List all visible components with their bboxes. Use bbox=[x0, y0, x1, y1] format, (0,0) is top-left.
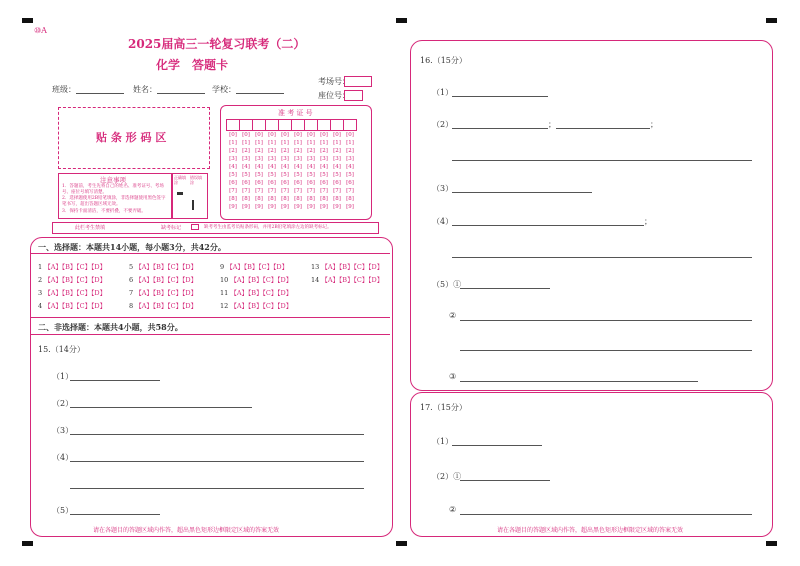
mc-choice-bubbles[interactable]: 【A】【B】【C】【D】 bbox=[230, 289, 293, 297]
section1-title: 一、选择题：本题共14小题，每小题3分，共42分。 bbox=[38, 242, 226, 252]
q17-part-2-1: （2）① bbox=[432, 472, 462, 481]
absent-note: 缺考考生由监考员贴条形码，并用2B铅笔填涂左边的缺考标记。 bbox=[204, 225, 332, 230]
q16-part-4: （4） bbox=[432, 217, 454, 226]
id-digit-bubble[interactable]: [0] bbox=[346, 131, 354, 138]
q17-part-2-2: ② bbox=[449, 505, 457, 514]
id-digit-bubble[interactable]: [4] bbox=[268, 163, 276, 170]
id-digit-bubble[interactable]: [4] bbox=[320, 163, 328, 170]
id-digit-bubble[interactable]: [6] bbox=[268, 179, 276, 186]
id-digit-bubble[interactable]: [9] bbox=[255, 203, 263, 210]
id-digit-bubble[interactable]: [8] bbox=[320, 195, 328, 202]
id-digit-bubble[interactable]: [5] bbox=[294, 171, 302, 178]
id-digit-bubble[interactable]: [9] bbox=[346, 203, 354, 210]
wrong-sample-icon bbox=[192, 200, 199, 210]
id-digit-bubble[interactable]: [6] bbox=[307, 179, 315, 186]
q16-answer-line-2b[interactable] bbox=[556, 128, 650, 129]
mc-question-8[interactable] bbox=[129, 301, 197, 310]
id-digit-row bbox=[227, 187, 357, 195]
id-digit-bubble[interactable]: [7] bbox=[346, 187, 354, 194]
id-digit-bubble[interactable]: [6] bbox=[320, 179, 328, 186]
mc-question-12[interactable] bbox=[220, 301, 292, 310]
admission-number-grid[interactable] bbox=[226, 119, 357, 211]
id-digit-bubble[interactable]: [3] bbox=[346, 155, 354, 162]
mc-question-number: 12 bbox=[220, 302, 231, 310]
id-digit-bubble[interactable]: [6] bbox=[229, 179, 237, 186]
id-digit-bubble[interactable]: [7] bbox=[229, 187, 237, 194]
q16-part-5-3: ③ bbox=[449, 372, 457, 381]
id-digit-bubble[interactable]: [2] bbox=[242, 147, 250, 154]
id-digit-bubble[interactable]: [3] bbox=[242, 155, 250, 162]
mc-choice-bubbles[interactable]: 【A】【B】【C】【D】 bbox=[135, 302, 198, 310]
mc-question-number: 4 bbox=[38, 302, 45, 310]
registration-mark bbox=[396, 18, 407, 23]
mc-question-number: 6 bbox=[129, 276, 136, 284]
id-entry-cell[interactable] bbox=[253, 120, 266, 131]
barcode-label: 贴 条 形 码 区 bbox=[96, 131, 167, 144]
section-divider bbox=[31, 317, 390, 318]
mc-question-9[interactable] bbox=[220, 262, 288, 271]
class-label: 班级： bbox=[52, 85, 76, 94]
id-digit-bubble[interactable]: [3] bbox=[320, 155, 328, 162]
registration-mark bbox=[766, 18, 777, 23]
id-digit-row bbox=[227, 195, 357, 203]
id-digit-bubble[interactable]: [5] bbox=[281, 171, 289, 178]
mc-choice-bubbles[interactable]: 【A】【B】【C】【D】 bbox=[135, 289, 198, 297]
mc-choice-bubbles[interactable]: 【A】【B】【C】【D】 bbox=[321, 276, 384, 284]
id-digit-row bbox=[227, 139, 357, 147]
seat-label: 座位号： bbox=[318, 91, 350, 100]
q15-label: 15.（14分） bbox=[38, 345, 85, 354]
id-digit-bubble[interactable]: [0] bbox=[268, 131, 276, 138]
page-title: 2025届高三一轮复习联考（二） bbox=[128, 37, 306, 51]
mc-question-7[interactable] bbox=[129, 288, 197, 297]
q17-label: 17.（15分） bbox=[420, 403, 467, 412]
q16-answer-line-5-2b[interactable] bbox=[460, 350, 752, 351]
id-digit-bubble[interactable]: [6] bbox=[346, 179, 354, 186]
notice-item-2: 2．选择题使用2B铅笔填涂，非选择题使用黑色签字笔书写，超出答题区域无效。 bbox=[62, 196, 166, 207]
mc-choice-bubbles[interactable]: 【A】【B】【C】【D】 bbox=[44, 289, 107, 297]
id-digit-bubble[interactable]: [7] bbox=[333, 187, 341, 194]
q16-answer-line-4b[interactable] bbox=[452, 257, 752, 258]
mc-question-number: 9 bbox=[220, 263, 227, 271]
mc-question-13[interactable] bbox=[311, 262, 383, 271]
mc-question-number: 1 bbox=[38, 263, 45, 271]
mc-question-14[interactable] bbox=[311, 275, 383, 284]
id-digit-bubble[interactable]: [3] bbox=[229, 155, 237, 162]
id-digit-bubble[interactable]: [5] bbox=[242, 171, 250, 178]
q16-answer-line-4a[interactable] bbox=[452, 225, 644, 226]
id-entry-cell[interactable] bbox=[266, 120, 279, 131]
right-top-frame bbox=[410, 40, 773, 391]
id-digit-bubble[interactable]: [0] bbox=[281, 131, 289, 138]
id-digit-bubble[interactable]: [0] bbox=[307, 131, 315, 138]
mc-choice-bubbles[interactable]: 【A】【B】【C】【D】 bbox=[230, 276, 293, 284]
exam-room-boxes[interactable] bbox=[344, 76, 372, 87]
id-digit-bubble[interactable]: [0] bbox=[294, 131, 302, 138]
mc-question-11[interactable] bbox=[220, 288, 292, 297]
registration-mark bbox=[22, 541, 33, 546]
q15-answer-line-1[interactable] bbox=[70, 380, 160, 381]
corner-code: ⑩A bbox=[34, 26, 47, 35]
id-digit-bubble[interactable]: [4] bbox=[255, 163, 263, 170]
page-subtitle: 化学 答题卡 bbox=[156, 58, 229, 72]
id-digit-bubble[interactable]: [1] bbox=[333, 139, 341, 146]
id-digit-bubble[interactable]: [6] bbox=[294, 179, 302, 186]
id-digit-bubble[interactable]: [9] bbox=[307, 203, 315, 210]
id-digit-bubble[interactable]: [3] bbox=[307, 155, 315, 162]
id-digit-bubble[interactable]: [4] bbox=[229, 163, 237, 170]
id-digit-bubble[interactable]: [8] bbox=[333, 195, 341, 202]
id-digit-bubble[interactable]: [9] bbox=[268, 203, 276, 210]
q15-answer-line-4a[interactable] bbox=[70, 461, 364, 462]
notice-item-3: 3．保持卡面清洁，不要折叠，不要弄破。 bbox=[62, 209, 146, 214]
mc-question-10[interactable] bbox=[220, 275, 292, 284]
id-digit-bubble[interactable]: [0] bbox=[242, 131, 250, 138]
school-label: 学校： bbox=[212, 85, 236, 94]
id-digit-bubble[interactable]: [1] bbox=[307, 139, 315, 146]
q16-part-2: （2） bbox=[432, 120, 454, 129]
id-digit-bubble[interactable]: [7] bbox=[294, 187, 302, 194]
id-digit-bubble[interactable]: [5] bbox=[346, 171, 354, 178]
q15-answer-line-5[interactable] bbox=[70, 514, 160, 515]
mc-question-4[interactable] bbox=[38, 301, 106, 310]
id-digit-bubble[interactable]: [2] bbox=[307, 147, 315, 154]
id-digit-bubble[interactable]: [1] bbox=[255, 139, 263, 146]
id-digit-bubble[interactable]: [4] bbox=[242, 163, 250, 170]
q16-semicolon-b: ； bbox=[650, 120, 658, 129]
id-digit-bubble[interactable]: [8] bbox=[268, 195, 276, 202]
mc-question-number: 2 bbox=[38, 276, 45, 284]
id-digit-row bbox=[227, 203, 357, 211]
q16-answer-line-1[interactable] bbox=[452, 96, 548, 97]
q15-answer-line-2[interactable] bbox=[70, 407, 252, 408]
missing-label: 缺考标记 bbox=[161, 225, 182, 231]
id-digit-bubble[interactable]: [8] bbox=[255, 195, 263, 202]
admission-number-title: 准 考 证 号 bbox=[278, 109, 313, 117]
id-digit-bubble[interactable]: [9] bbox=[294, 203, 302, 210]
q16-semicolon-c: ； bbox=[644, 217, 652, 226]
mc-question-2[interactable] bbox=[38, 275, 106, 284]
registration-mark bbox=[396, 541, 407, 546]
q17-answer-line-1[interactable] bbox=[452, 445, 542, 446]
id-digit-bubble[interactable]: [7] bbox=[242, 187, 250, 194]
q16-answer-line-2c[interactable] bbox=[452, 160, 752, 161]
id-digit-bubble[interactable]: [9] bbox=[242, 203, 250, 210]
id-digit-bubble[interactable]: [3] bbox=[281, 155, 289, 162]
id-digit-bubble[interactable]: [5] bbox=[307, 171, 315, 178]
q15-part-2: （2） bbox=[52, 399, 74, 408]
right-footer: 请在各题目的答题区域内作答，超出黑色矩形边框限定区域的答案无效 bbox=[497, 527, 684, 534]
filled-sample-icon bbox=[177, 192, 183, 195]
mc-question-number: 8 bbox=[129, 302, 136, 310]
section-divider bbox=[31, 334, 390, 335]
mc-question-6[interactable] bbox=[129, 275, 197, 284]
mc-question-5[interactable] bbox=[129, 262, 197, 271]
id-digit-bubble[interactable]: [1] bbox=[320, 139, 328, 146]
exam-room-label: 考场号： bbox=[318, 77, 350, 86]
id-digit-row bbox=[227, 131, 357, 140]
id-digit-bubble[interactable]: [8] bbox=[346, 195, 354, 202]
mc-question-1[interactable] bbox=[38, 262, 106, 271]
q15-part-1: （1） bbox=[52, 372, 74, 381]
name-field[interactable] bbox=[157, 93, 205, 94]
id-digit-bubble[interactable]: [0] bbox=[229, 131, 237, 138]
id-digit-bubble[interactable]: [1] bbox=[268, 139, 276, 146]
absent-label: 此栏考生禁填 bbox=[75, 225, 106, 231]
id-digit-bubble[interactable]: [6] bbox=[281, 179, 289, 186]
id-entry-cell[interactable] bbox=[227, 120, 240, 131]
id-digit-bubble[interactable]: [1] bbox=[281, 139, 289, 146]
id-digit-bubble[interactable]: [7] bbox=[307, 187, 315, 194]
mc-choice-bubbles[interactable]: 【A】【B】【C】【D】 bbox=[44, 263, 107, 271]
registration-mark bbox=[766, 541, 777, 546]
name-label: 姓名： bbox=[133, 85, 157, 94]
mc-choice-bubbles[interactable]: 【A】【B】【C】【D】 bbox=[226, 263, 289, 271]
id-digit-bubble[interactable]: [7] bbox=[281, 187, 289, 194]
id-digit-bubble[interactable]: [7] bbox=[255, 187, 263, 194]
id-digit-bubble[interactable]: [7] bbox=[268, 187, 276, 194]
id-digit-bubble[interactable]: [9] bbox=[333, 203, 341, 210]
id-digit-bubble[interactable]: [9] bbox=[320, 203, 328, 210]
q16-answer-line-5-1[interactable] bbox=[460, 288, 550, 289]
q17-answer-line-2-2[interactable] bbox=[460, 514, 752, 515]
id-digit-bubble[interactable]: [2] bbox=[268, 147, 276, 154]
id-entry-row bbox=[227, 120, 357, 131]
q16-semicolon-a: ； bbox=[548, 120, 556, 129]
id-digit-bubble[interactable]: [9] bbox=[229, 203, 237, 210]
fill-sample-correct: 正确填涂 bbox=[174, 175, 186, 185]
id-digit-bubble[interactable]: [5] bbox=[255, 171, 263, 178]
id-entry-cell[interactable] bbox=[331, 120, 344, 131]
id-digit-bubble[interactable]: [3] bbox=[333, 155, 341, 162]
missing-checkbox[interactable] bbox=[191, 224, 199, 230]
q15-part-5: （5） bbox=[52, 506, 74, 515]
id-digit-bubble[interactable]: [6] bbox=[242, 179, 250, 186]
id-digit-bubble[interactable]: [2] bbox=[333, 147, 341, 154]
id-digit-bubble[interactable]: [6] bbox=[255, 179, 263, 186]
id-digit-bubble[interactable]: [5] bbox=[333, 171, 341, 178]
id-digit-bubble[interactable]: [6] bbox=[333, 179, 341, 186]
mc-question-number: 7 bbox=[129, 289, 136, 297]
q16-answer-line-5-2a[interactable] bbox=[460, 320, 752, 321]
seat-boxes[interactable] bbox=[344, 90, 363, 101]
id-digit-bubble[interactable]: [0] bbox=[320, 131, 328, 138]
id-digit-bubble[interactable]: [2] bbox=[320, 147, 328, 154]
id-digit-row bbox=[227, 155, 357, 163]
id-digit-bubble[interactable]: [4] bbox=[281, 163, 289, 170]
class-field[interactable] bbox=[76, 93, 124, 94]
notice-item-1: 1．答题前，考生先将自己的姓名、准考证号、考场号、座位号填写清楚。 bbox=[62, 184, 164, 195]
id-digit-row bbox=[227, 147, 357, 155]
id-digit-bubble[interactable]: [4] bbox=[307, 163, 315, 170]
mc-question-number: 11 bbox=[220, 289, 231, 297]
id-digit-bubble[interactable]: [1] bbox=[229, 139, 237, 146]
q15-part-4: （4） bbox=[52, 453, 74, 462]
id-digit-bubble[interactable]: [4] bbox=[346, 163, 354, 170]
mc-question-number: 3 bbox=[38, 289, 45, 297]
q17-part-1: （1） bbox=[432, 437, 454, 446]
id-entry-cell[interactable] bbox=[318, 120, 331, 131]
q16-answer-line-5-3[interactable] bbox=[460, 381, 698, 382]
q15-answer-line-3[interactable] bbox=[70, 434, 364, 435]
notice-title: 注意事项 bbox=[100, 176, 126, 184]
id-digit-bubble[interactable]: [4] bbox=[333, 163, 341, 170]
id-digit-bubble[interactable]: [7] bbox=[320, 187, 328, 194]
id-digit-bubble[interactable]: [5] bbox=[320, 171, 328, 178]
id-digit-bubble[interactable]: [8] bbox=[229, 195, 237, 202]
id-digit-bubble[interactable]: [1] bbox=[346, 139, 354, 146]
mc-choice-bubbles[interactable]: 【A】【B】【C】【D】 bbox=[135, 276, 198, 284]
id-digit-bubble[interactable]: [1] bbox=[242, 139, 250, 146]
mc-choice-bubbles[interactable]: 【A】【B】【C】【D】 bbox=[230, 302, 293, 310]
id-entry-cell[interactable] bbox=[279, 120, 292, 131]
section-divider bbox=[31, 253, 390, 254]
q15-part-3: （3） bbox=[52, 426, 74, 435]
mc-choice-bubbles[interactable]: 【A】【B】【C】【D】 bbox=[44, 302, 107, 310]
q16-part-5-2: ② bbox=[449, 311, 457, 320]
q16-part-1: （1） bbox=[432, 88, 454, 97]
q17-answer-line-2-1[interactable] bbox=[460, 480, 550, 481]
id-digit-bubble[interactable]: [8] bbox=[294, 195, 302, 202]
id-digit-bubble[interactable]: [9] bbox=[281, 203, 289, 210]
id-entry-cell[interactable] bbox=[305, 120, 318, 131]
id-digit-bubble[interactable]: [1] bbox=[294, 139, 302, 146]
id-digit-row bbox=[227, 171, 357, 179]
id-digit-bubble[interactable]: [2] bbox=[229, 147, 237, 154]
id-digit-bubble[interactable]: [2] bbox=[281, 147, 289, 154]
q16-answer-line-3[interactable] bbox=[452, 192, 592, 193]
mc-question-number: 5 bbox=[129, 263, 136, 271]
id-digit-bubble[interactable]: [3] bbox=[255, 155, 263, 162]
id-digit-bubble[interactable]: [3] bbox=[268, 155, 276, 162]
id-digit-row bbox=[227, 179, 357, 187]
id-digit-bubble[interactable]: [8] bbox=[307, 195, 315, 202]
section2-title: 二、非选择题：本题共4小题，共58分。 bbox=[38, 322, 183, 332]
q16-part-3: （3） bbox=[432, 184, 454, 193]
mc-choice-bubbles[interactable]: 【A】【B】【C】【D】 bbox=[135, 263, 198, 271]
left-footer: 请在各题目的答题区域内作答，超出黑色矩形边框限定区域的答案无效 bbox=[93, 527, 280, 534]
school-field[interactable] bbox=[236, 93, 284, 94]
id-digit-bubble[interactable]: [8] bbox=[281, 195, 289, 202]
id-digit-bubble[interactable]: [8] bbox=[242, 195, 250, 202]
id-digit-bubble[interactable]: [0] bbox=[255, 131, 263, 138]
id-digit-bubble[interactable]: [0] bbox=[333, 131, 341, 138]
id-digit-bubble[interactable]: [3] bbox=[294, 155, 302, 162]
id-entry-cell[interactable] bbox=[292, 120, 305, 131]
id-entry-cell[interactable] bbox=[240, 120, 253, 131]
right-bottom-frame bbox=[410, 392, 773, 537]
id-digit-bubble[interactable]: [2] bbox=[255, 147, 263, 154]
id-digit-bubble[interactable]: [2] bbox=[294, 147, 302, 154]
mc-choice-bubbles[interactable]: 【A】【B】【C】【D】 bbox=[44, 276, 107, 284]
id-entry-cell[interactable] bbox=[344, 120, 357, 131]
mc-question-3[interactable] bbox=[38, 288, 106, 297]
mc-question-number: 10 bbox=[220, 276, 231, 284]
registration-mark bbox=[22, 18, 33, 23]
id-digit-bubble[interactable]: [4] bbox=[294, 163, 302, 170]
mc-choice-bubbles[interactable]: 【A】【B】【C】【D】 bbox=[321, 263, 384, 271]
mc-question-number: 13 bbox=[311, 263, 322, 271]
id-digit-bubble[interactable]: [5] bbox=[268, 171, 276, 178]
mc-question-number: 14 bbox=[311, 276, 322, 284]
q15-answer-line-4b[interactable] bbox=[70, 488, 364, 489]
id-digit-bubble[interactable]: [2] bbox=[346, 147, 354, 154]
q16-label: 16.（15分） bbox=[420, 56, 467, 65]
fill-sample-wrong: 错误填涂 bbox=[190, 175, 202, 185]
id-digit-row bbox=[227, 163, 357, 171]
id-digit-bubble[interactable]: [5] bbox=[229, 171, 237, 178]
q16-answer-line-2a[interactable] bbox=[452, 128, 548, 129]
q16-part-5-1: （5）① bbox=[432, 280, 462, 289]
